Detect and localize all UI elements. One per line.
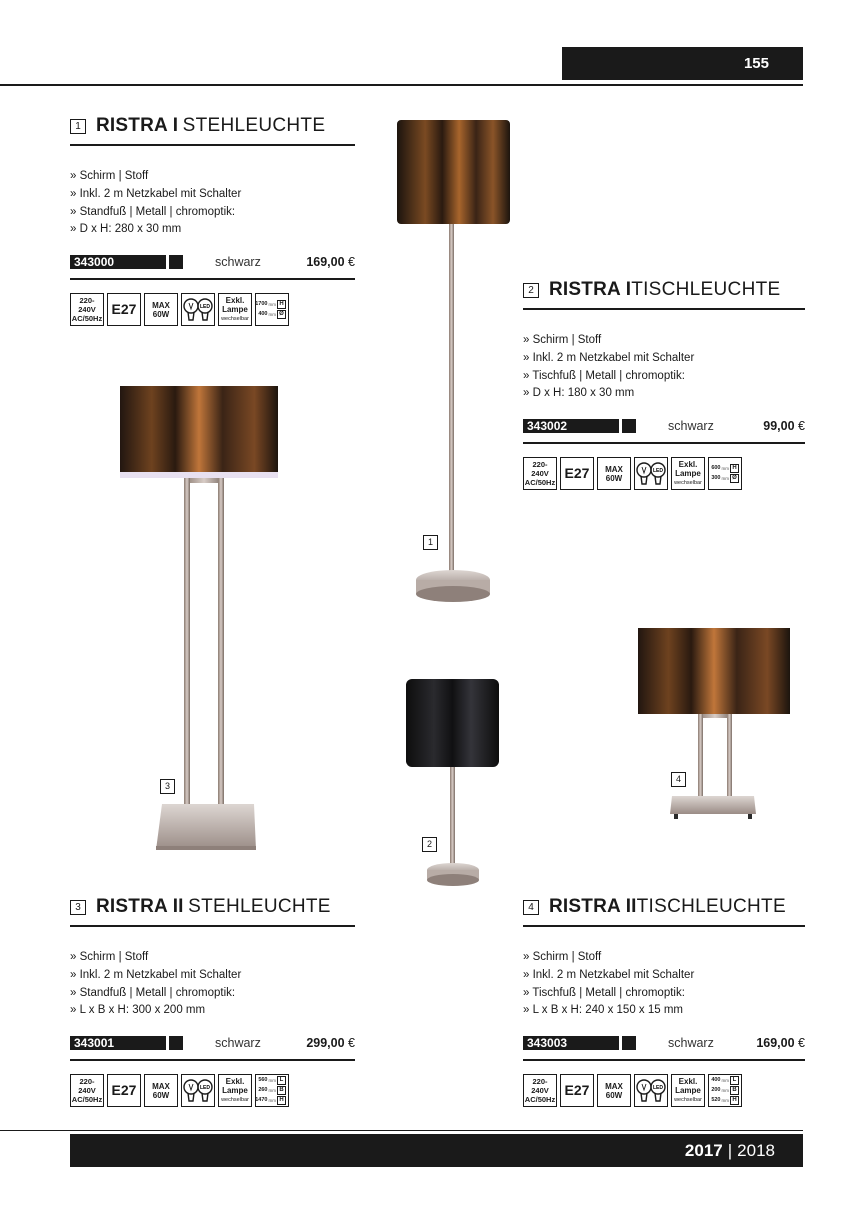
product-type: STEHLEUCHTE	[182, 115, 326, 136]
spec-item: » D x H: 180 x 30 mm	[523, 387, 635, 400]
dim-row: 300 mm Ø	[711, 474, 739, 483]
max-wattage-icon: MAX 60W	[144, 1074, 178, 1107]
spec-item: » Inkl. 2 m Netzkabel mit Schalter	[523, 968, 695, 981]
spec-item: » Inkl. 2 m Netzkabel mit Schalter	[70, 968, 242, 981]
dim-row: 400 mm Ø	[258, 310, 286, 319]
spec-item: » Tischfuß | Metall | chromoptik:	[523, 986, 685, 999]
bottom-rule	[0, 1130, 803, 1131]
price	[763, 419, 805, 433]
spec-list	[523, 949, 805, 1020]
image-tag-1: 1	[423, 535, 438, 550]
spec-list	[523, 332, 805, 403]
led-bulb-icon	[634, 1074, 668, 1107]
spec-item: » Standfuß | Metall | chromoptik:	[70, 986, 236, 999]
product-heading	[523, 893, 805, 927]
order-row	[523, 1035, 805, 1051]
spec-item: » L x B x H: 300 x 200 mm	[70, 1004, 206, 1017]
exchangeable-lamp-icon: Exkl. Lampe wechselbar	[671, 1074, 705, 1107]
feature-icons	[523, 457, 805, 490]
exchangeable-lamp-icon: Exkl. Lampe wechselbar	[671, 457, 705, 490]
price	[306, 1036, 355, 1050]
product-block-ristra-1-stehleuchte	[70, 112, 355, 326]
dim-row: 200 mm B	[711, 1086, 739, 1095]
product-type: TISCHLEUCHTE	[636, 896, 786, 917]
article-square	[169, 1036, 183, 1050]
dim-row: 400 mm L	[711, 1076, 739, 1085]
price	[756, 1036, 805, 1050]
image-tag-4: 4	[671, 772, 686, 787]
led-bulb-icon	[181, 293, 215, 326]
spec-item: » Schirm | Stoff	[70, 170, 149, 182]
spec-item: » Inkl. 2 m Netzkabel mit Schalter	[523, 351, 695, 364]
image-tag-2: 2	[422, 837, 437, 852]
color-label: schwarz	[215, 255, 261, 270]
article-square	[622, 419, 636, 433]
dim-row: 1470 mm H	[255, 1096, 286, 1105]
feature-icons	[70, 1074, 355, 1107]
voltage-icon: 220-240V AC/50Hz	[523, 1074, 557, 1107]
socket-icon: E27	[107, 293, 141, 326]
table-lamp-ristra-2-image	[636, 626, 794, 822]
spec-item: » Schirm | Stoff	[523, 334, 602, 346]
table-lamp-ristra-1-image	[404, 677, 502, 891]
article-number: 343000	[70, 255, 166, 269]
page-number-tab	[562, 47, 803, 80]
svg-text:LED: LED	[200, 303, 210, 310]
svg-text:LED: LED	[200, 1084, 210, 1091]
dimensions-icon	[255, 293, 289, 326]
feature-icons	[523, 1074, 805, 1107]
color-label: schwarz	[215, 1036, 261, 1051]
dim-row: 560 mm L	[258, 1076, 286, 1085]
spec-item: » Tischfuß | Metall | chromoptik:	[523, 369, 685, 382]
order-row	[70, 1035, 355, 1051]
floor-lamp-ristra-1-image	[396, 118, 512, 604]
exchangeable-lamp-icon: Exkl. Lampe wechselbar	[218, 1074, 252, 1107]
socket-icon: E27	[560, 457, 594, 490]
product-block-ristra-2-stehleuchte	[70, 893, 355, 1107]
svg-text:LED: LED	[653, 1084, 663, 1091]
spec-item: » Standfuß | Metall | chromoptik:	[70, 205, 236, 218]
article-square	[169, 255, 183, 269]
dim-row: 260 mm B	[258, 1086, 286, 1095]
article-number: 343003	[523, 1036, 619, 1050]
spec-item: » Inkl. 2 m Netzkabel mit Schalter	[70, 187, 242, 200]
currency: €	[348, 255, 355, 270]
max-wattage-icon: MAX 60W	[144, 293, 178, 326]
product-type: STEHLEUCHTE	[188, 896, 331, 917]
product-block-ristra-2-tischleuchte	[523, 893, 805, 1107]
price-value: 299,00	[306, 1036, 345, 1051]
socket-icon: E27	[560, 1074, 594, 1107]
order-row	[70, 254, 355, 270]
price-rule	[70, 278, 355, 280]
product-heading	[70, 893, 355, 927]
voltage-icon: 220-240V AC/50Hz	[523, 457, 557, 490]
spec-list	[70, 949, 355, 1020]
product-type: TISCHLEUCHTE	[631, 279, 781, 300]
article-number: 343002	[523, 419, 619, 433]
image-tag-3: 3	[160, 779, 175, 794]
article-number: 343001	[70, 1036, 166, 1050]
price-rule	[523, 1059, 805, 1061]
max-wattage-icon: MAX 60W	[597, 457, 631, 490]
page-number: 155	[743, 55, 769, 72]
feature-icons	[70, 293, 355, 326]
max-wattage-icon: MAX 60W	[597, 1074, 631, 1107]
dim-row: 600 mm H	[711, 464, 739, 473]
led-bulb-icon	[181, 1074, 215, 1107]
spec-item: » Schirm | Stoff	[70, 951, 149, 963]
dim-row: 1700 mm H	[255, 300, 286, 309]
exchangeable-lamp-icon: Exkl. Lampe wechselbar	[218, 293, 252, 326]
price	[306, 255, 355, 269]
dimensions-icon	[708, 1074, 742, 1107]
footer-year-next: 2018	[737, 1140, 775, 1160]
currency: €	[348, 1036, 355, 1051]
color-label: schwarz	[668, 1036, 714, 1051]
product-name: RISTRA II	[549, 896, 637, 917]
currency: €	[798, 1036, 805, 1051]
top-rule	[0, 84, 803, 86]
product-name: RISTRA I	[549, 279, 632, 300]
article-square	[622, 1036, 636, 1050]
footer-separator: |	[727, 1140, 733, 1160]
price-rule	[523, 442, 805, 444]
product-number: 3	[70, 900, 86, 915]
product-heading	[70, 112, 355, 146]
price-rule	[70, 1059, 355, 1061]
product-name: RISTRA II	[96, 896, 184, 917]
currency: €	[798, 419, 805, 434]
price-value: 169,00	[306, 255, 345, 270]
product-name: RISTRA I	[96, 115, 179, 136]
dim-row: 520 mm H	[711, 1096, 739, 1105]
footer-bar	[70, 1134, 803, 1167]
product-block-ristra-1-tischleuchte	[523, 276, 805, 490]
spec-item: » L x B x H: 240 x 150 x 15 mm	[523, 1004, 684, 1017]
spec-item: » Schirm | Stoff	[523, 951, 602, 963]
voltage-icon: 220-240V AC/50Hz	[70, 293, 104, 326]
voltage-icon: 220-240V AC/50Hz	[70, 1074, 104, 1107]
dimensions-icon	[708, 457, 742, 490]
dimensions-icon	[255, 1074, 289, 1107]
price-value: 169,00	[756, 1036, 795, 1051]
socket-icon: E27	[107, 1074, 141, 1107]
product-heading	[523, 276, 805, 310]
product-number: 2	[523, 283, 539, 298]
footer-year-current: 2017	[684, 1140, 723, 1160]
led-bulb-icon	[634, 457, 668, 490]
color-label: schwarz	[668, 419, 714, 434]
spec-item: » D x H: 280 x 30 mm	[70, 223, 182, 236]
spec-list	[70, 168, 355, 239]
price-value: 99,00	[763, 419, 795, 434]
product-number: 4	[523, 900, 539, 915]
svg-text:LED: LED	[653, 467, 663, 474]
product-number: 1	[70, 119, 86, 134]
order-row	[523, 418, 805, 434]
floor-lamp-ristra-2-image	[118, 384, 280, 854]
